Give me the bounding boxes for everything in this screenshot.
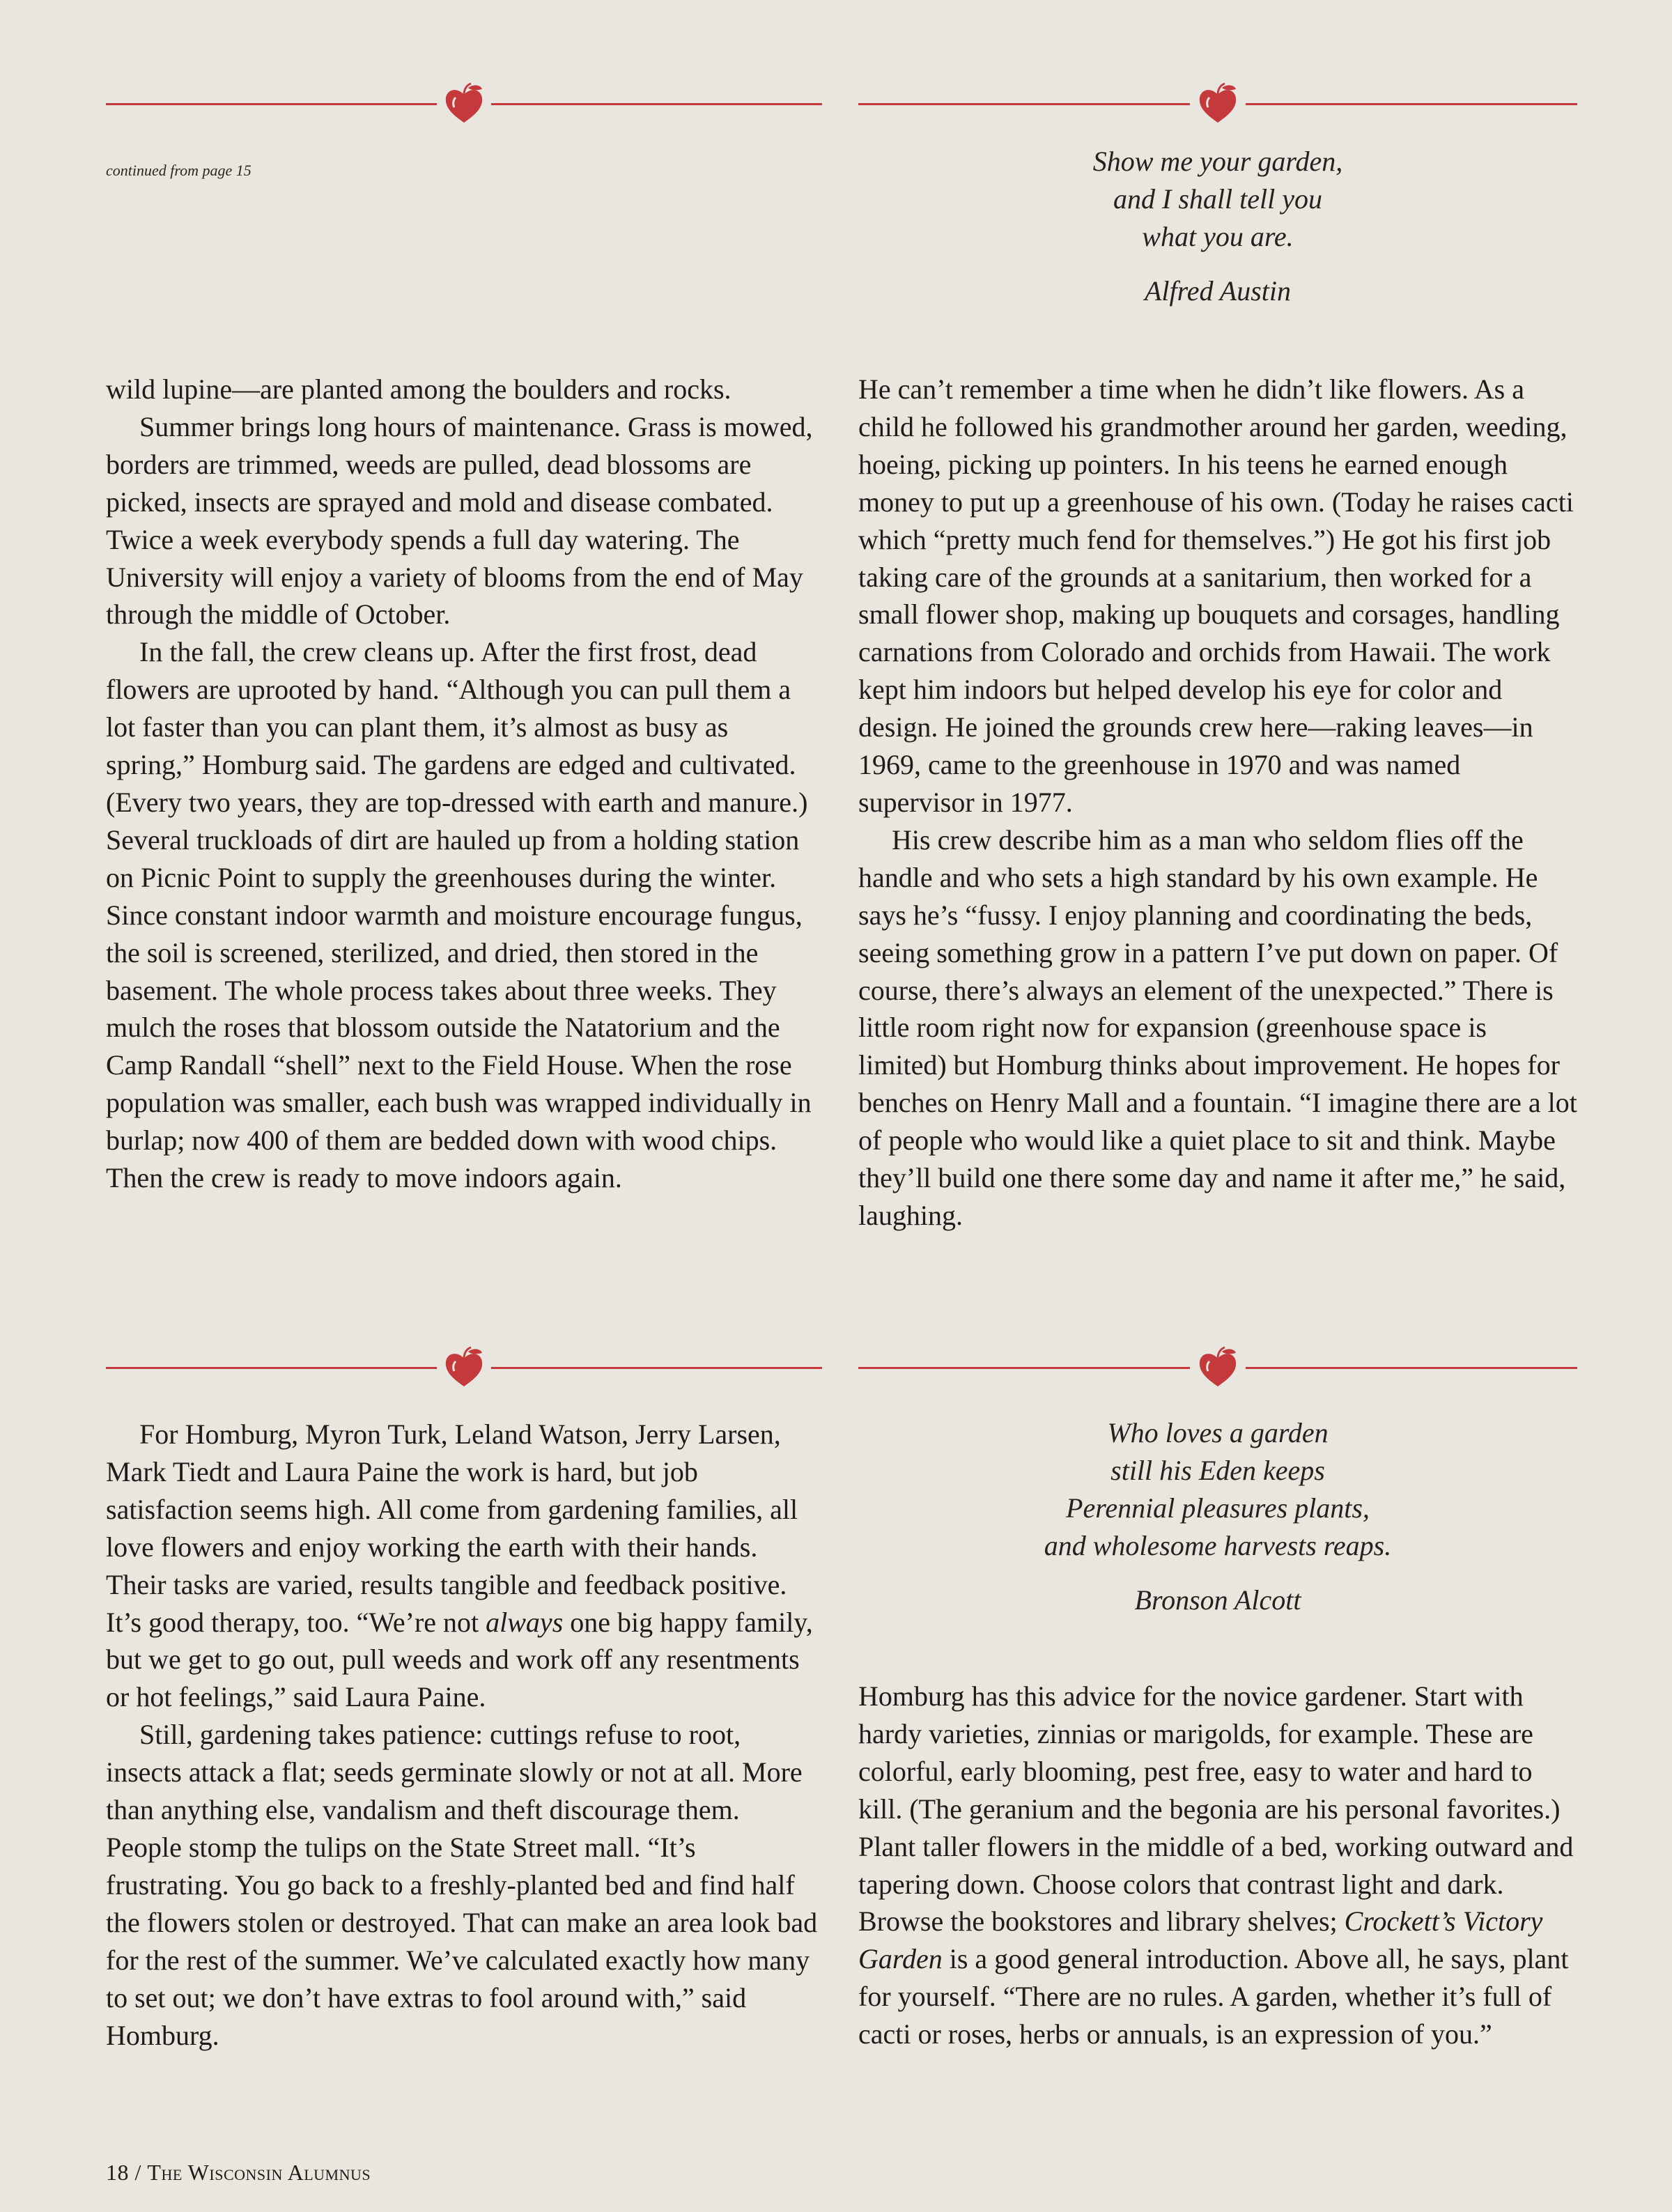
quote-line: Perennial pleasures plants, (1066, 1492, 1370, 1524)
text-run: For Homburg, Myron Turk, Leland Watson, Jerry Larsen, Mark Tiedt and Laura Paine the work is hard, but job satisfaction seems high. All come from gardening families, all love flowers and enjoy working the earth with their hands. Their tasks are varied, results tangible and feedback positive. It’s good therapy, too. “We’re not (106, 1418, 798, 1638)
apple-ornament-icon (1190, 82, 1246, 124)
divider-line (858, 1367, 1190, 1369)
publication-name: The Wisconsin Alumnus (147, 2160, 371, 2185)
quote-line: still his Eden keeps (1110, 1455, 1325, 1486)
text-run: Homburg has this advice for the novice gardener. Start with hardy varieties, zinnias or marigolds, for example. These are colorful, early blooming, pest free, easy to water and hard to kill. (The geranium and the begonia are his personal favorites.) Plant taller flowers in the middle of a bed, working outward and tapering down. Choose colors that contrast light and dark. Browse the bookstores and library shelves; (858, 1680, 1574, 1938)
quote-alcott (858, 1414, 1577, 1619)
continued-note: continued from page 15 (106, 162, 251, 179)
text-run: one big happy family, but we get to go out, pull weeds and work off any resentments or hot feelings,” said Laura Paine. (106, 1606, 813, 1713)
article-column-bottom-left (106, 1416, 822, 2054)
paragraph (106, 1416, 822, 1716)
page-number: 18 (106, 2160, 129, 2185)
quote-line: what you are. (1142, 221, 1294, 252)
quote-austin (858, 143, 1577, 310)
divider-top-left (106, 82, 822, 124)
page-footer (106, 2160, 371, 2186)
article-column-top-right (858, 371, 1577, 1235)
paragraph: Still, gardening takes patience: cuttings refuse to root, insects attack a flat; seeds germinate slowly or not at all. More than anything else, vandalism and theft discourage them. People stomp the tulips on the State Street mall. “It’s frustrating. You go back to a freshly-planted bed and find half the flowers stolen or destroyed. That can make an area look bad for the rest of the summer. We’ve calculated exactly how many to set out; we don’t have extras to fool around with,” said Homburg. (106, 1719, 818, 2051)
apple-ornament-icon (436, 82, 492, 124)
divider-top-right (858, 82, 1577, 124)
apple-ornament-icon (436, 1346, 492, 1388)
paragraph: wild lupine—are planted among the boulders and rocks. (106, 373, 732, 405)
paragraph: In the fall, the crew cleans up. After the first frost, dead flowers are uprooted by hand. “Although you can pull them a lot faster than you can plant them, it’s almost as busy as spring,” Homburg said. The gardens are edged and cultivated. (Every two years, they are top-dressed with earth and manure.) Several truckloads of dirt are hauled up from a holding station on Picnic Point to supply the greenhouses during the winter. Since constant indoor warmth and moisture encourage fungus, the soil is screened, sterilized, and dried, then stored in the basement. The whole process takes about three weeks. They mulch the roses that blossom outside the Natatorium and the Camp Randall “shell” next to the Field House. When the rose population was smaller, each bush was wrapped individually in burlap; now 400 of them are bedded down with wood chips. Then the crew is ready to move indoors again. (106, 636, 812, 1194)
paragraph: He can’t remember a time when he didn’t like flowers. As a child he followed his grandmother around her garden, weeding, hoeing, picking up pointers. In his teens he earned enough money to put up a greenhouse of his own. (Today he raises cacti which “pretty much fend for themselves.”) He got his first job taking care of the grounds at a sanitarium, then worked for a small flower shop, making up bouquets and corsages, handling carnations from Colorado and orchids from Hawaii. The work kept him indoors but helped develop his eye for color and design. He joined the grounds crew here—raking leaves—in 1969, came to the greenhouse in 1970 and was named supervisor in 1977. (858, 373, 1574, 818)
paragraph: His crew describe him as a man who seldom flies off the handle and who sets a high standard by his own example. He says he’s “fussy. I enjoy planning and coordinating the beds, seeing something grow in a pattern I’ve put down on paper. Of course, there’s always an element of the unexpected.” There is little room right now for expansion (greenhouse space is limited) but Homburg thinks about improvement. He hopes for benches on Henry Mall and a fountain. “I imagine there are a lot of people who would like a quiet place to sit and think. Maybe they’ll build one there some day and name it after me,” he said, laughing. (858, 823, 1577, 1231)
paragraph (858, 1678, 1577, 2053)
quote-line: Show me your garden, (1092, 146, 1343, 177)
paragraph: Summer brings long hours of maintenance. Grass is mowed, borders are trimmed, weeds are pulled, dead blossoms are picked, insects are sprayed and mold and disease combated. Twice a week everybody spends a full day watering. The University will enjoy a variety of blooms from the end of May through the middle of October. (106, 410, 813, 631)
divider-line (491, 103, 822, 105)
divider-bottom-right (858, 1346, 1577, 1388)
divider-line (491, 1367, 822, 1369)
divider-line (106, 1367, 437, 1369)
divider-line (1246, 1367, 1577, 1369)
divider-line (106, 103, 437, 105)
apple-ornament-icon (1190, 1346, 1246, 1388)
divider-bottom-left (106, 1346, 822, 1388)
article-column-top-left (106, 371, 822, 1197)
divider-line (1246, 103, 1577, 105)
quote-line: and wholesome harvests reaps. (1044, 1530, 1392, 1561)
quote-line: and I shall tell you (1113, 183, 1322, 215)
text-run: is a good general introduction. Above all, he says, plant for yourself. “There are no rules. A garden, whether it’s full of cacti or roses, herbs or annuals, is an expression of you.” (858, 1943, 1569, 2050)
emphasis: always (486, 1606, 564, 1638)
quote-author: Bronson Alcott (1134, 1584, 1301, 1616)
divider-line (858, 103, 1190, 105)
quote-line: Who loves a garden (1107, 1417, 1329, 1448)
footer-separator: / (134, 2160, 141, 2185)
book-title: Crockett’s Victory Garden (858, 1905, 1543, 1975)
quote-author: Alfred Austin (1145, 275, 1291, 307)
article-column-bottom-right (858, 1678, 1577, 2053)
